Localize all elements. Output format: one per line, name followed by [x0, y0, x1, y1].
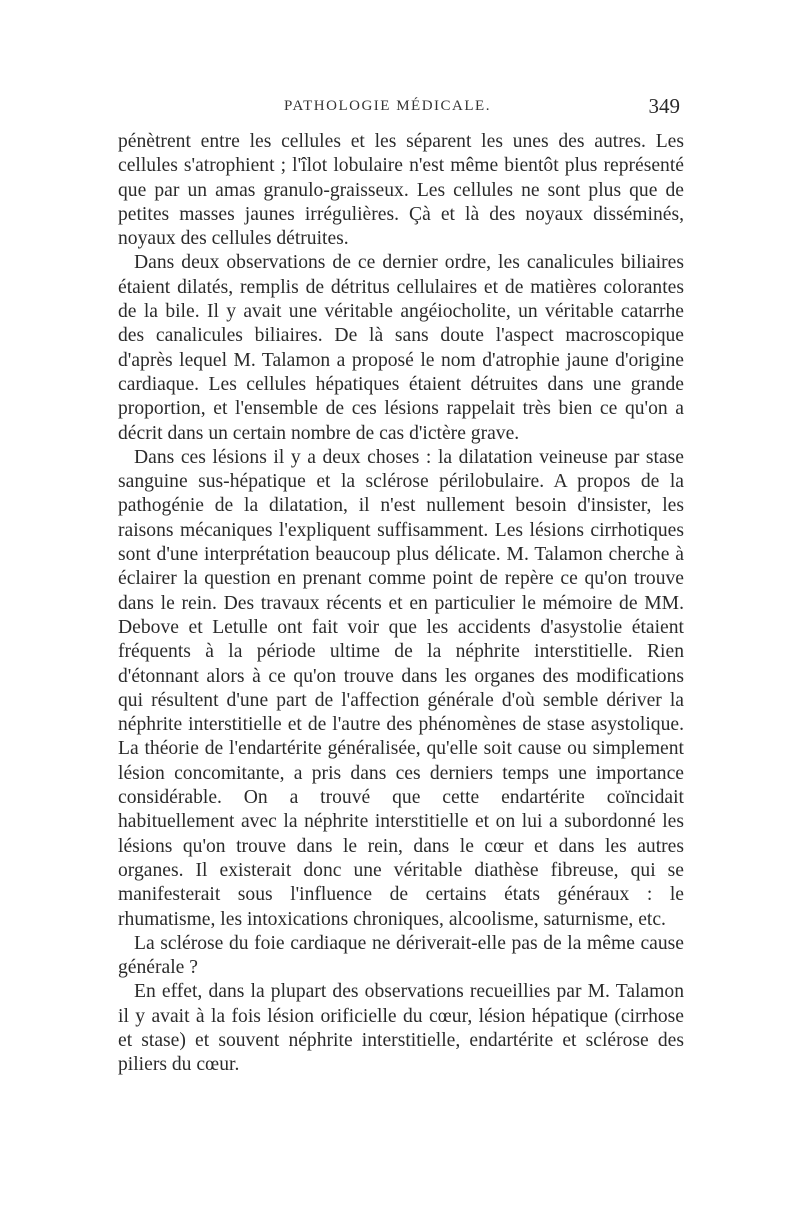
body-text	[118, 130, 684, 1078]
paragraph: La sclérose du foie cardiaque ne dériverait-elle pas de la même cause générale ?	[118, 932, 684, 979]
running-title: PATHOLOGIE MÉDICALE.	[284, 98, 491, 114]
running-head	[118, 94, 684, 122]
page-number: 349	[648, 94, 680, 118]
paragraph: Dans ces lésions il y a deux choses : la dilatation veineuse par stase sanguine sus-hépatique et la sclérose périlobulaire. A propos de la pathogénie de la dilatation, il n'est nullement besoin d'insister, les raisons mécaniques l'expliquent suffisamment. Les lésions cirrhotiques sont d'une interprétation beaucoup plus délicate. M. Talamon cherche à éclairer la question en prenant comme point de repère ce qu'on trouve dans le rein. Des travaux récents et en particulier le mémoire de MM. Debove et Letulle ont fait voir que les accidents d'asystolie étaient fréquents à la période ultime de la néphrite interstitielle. Rien d'étonnant alors à ce qu'on trouve dans les organes des modifications qui résultent d'une part de l'affection générale d'où semble dériver la néphrite interstitielle et de l'autre des phénomènes de stase asystolique. La théorie de l'endartérite généralisée, qu'elle soit cause ou simplement lésion concomitante, a pris dans ces derniers temps une importance considérable. On a trouvé que cette endartérite coïncidait habituellement avec la néphrite interstitielle et on lui a subordonné les lésions qu'on trouve dans le rein, dans le cœur et dans les autres organes. Il existerait donc une véritable diathèse fibreuse, qui se manifesterait sous l'influence de certains états généraux : le rhumatisme, les intoxications chroniques, alcoolisme, saturnisme, etc.	[118, 446, 684, 930]
paragraph-continuation: pénètrent entre les cellules et les séparent les unes des autres. Les cellules s'atrophient ; l'îlot lobulaire n'est même bientôt plus représenté que par un amas granulo-graisseux. Les cellules ne sont plus que de petites masses jaunes irrégulières. Çà et là des noyaux disséminés, noyaux des cellules détruites.	[118, 131, 684, 250]
paragraph: Dans deux observations de ce dernier ordre, les canalicules biliaires étaient dilatés, remplis de détritus cellulaires et de matières colorantes de la bile. Il y avait une véritable angéiocholite, un véritable catarrhe des canalicules biliaires. De là sans doute l'aspect macroscopique d'après lequel M. Talamon a proposé le nom d'atrophie jaune d'origine cardiaque. Les cellules hépatiques étaient détruites dans une grande proportion, et l'ensemble de ces lésions rappelait très bien ce qu'on a décrit dans un certain nombre de cas d'ictère grave.	[118, 252, 684, 444]
paragraph: En effet, dans la plupart des observations recueillies par M. Talamon il y avait à la fois lésion orificielle du cœur, lésion hépatique (cirrhose et stase) et souvent néphrite interstitielle, endartérite et sclérose des piliers du cœur.	[118, 981, 684, 1076]
